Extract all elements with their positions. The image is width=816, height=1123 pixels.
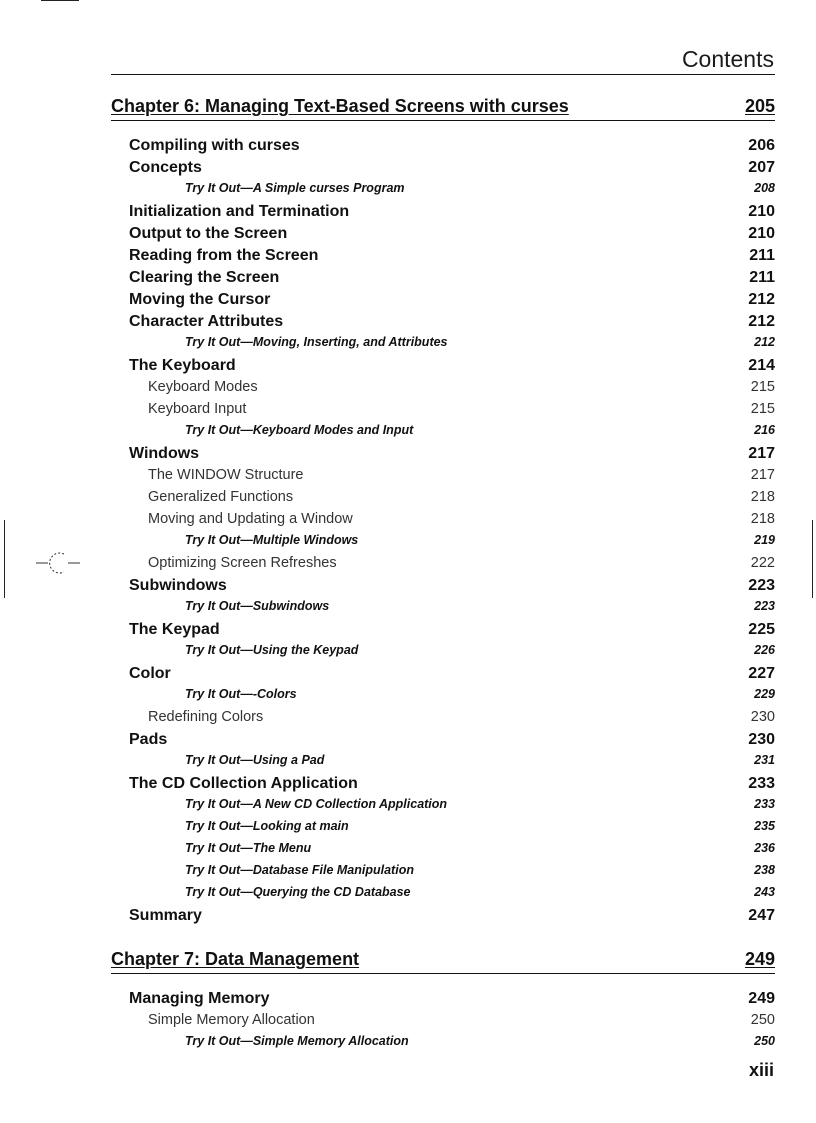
toc-entry-title: Keyboard Input	[148, 401, 247, 417]
toc-entry-page: 233	[748, 775, 775, 792]
page-number: xiii	[748, 1060, 774, 1080]
toc-entry[interactable]	[111, 1012, 775, 1034]
toc-entry-page: 210	[748, 203, 775, 220]
toc-entry-title: Subwindows	[129, 577, 227, 594]
toc-entry-title: Try It Out—Simple Memory Allocation	[185, 1034, 409, 1048]
toc-entry[interactable]	[111, 841, 775, 863]
toc-entry-page: 223	[754, 599, 775, 613]
toc-entry[interactable]	[111, 511, 775, 533]
toc-entry-page: 212	[748, 291, 775, 308]
toc-entry-page: 217	[748, 445, 775, 462]
toc-entry-page: 216	[754, 423, 775, 437]
toc-entry[interactable]	[111, 291, 775, 313]
toc-entry-page: 229	[754, 687, 775, 701]
toc-entry-title: Try It Out—Using the Keypad	[185, 643, 359, 657]
toc-entry-title: Try It Out—The Menu	[185, 841, 312, 855]
toc-entry-title: Windows	[129, 445, 200, 462]
toc-entry[interactable]	[111, 990, 775, 1012]
toc-entry[interactable]	[111, 247, 775, 269]
toc-entry[interactable]	[111, 643, 775, 665]
toc-entry-page: 211	[749, 247, 775, 264]
toc-entry-page: 230	[750, 709, 775, 725]
toc-entry[interactable]	[111, 137, 775, 159]
toc-entry-title: Moving the Cursor	[129, 291, 271, 308]
chapter-title: Chapter 7: Data Management	[111, 949, 360, 969]
toc-entry-page: 210	[748, 225, 775, 242]
toc-entry-title: The CD Collection Application	[129, 775, 358, 792]
chapter-page: 205	[744, 96, 775, 116]
registration-mark-icon	[36, 548, 80, 578]
toc-entry-title: Simple Memory Allocation	[148, 1012, 315, 1028]
toc-entry-title: Keyboard Modes	[148, 379, 258, 395]
page-header-title: Contents	[681, 46, 774, 72]
toc-entry-page: 212	[748, 313, 775, 330]
toc-entry-page: 211	[749, 269, 775, 286]
toc-entry-title: Try It Out—Querying the CD Database	[185, 885, 411, 899]
toc-entry-page: 206	[748, 137, 775, 154]
toc-entry-title: Pads	[129, 731, 168, 748]
toc-entry-title: Try It Out—-Colors	[185, 687, 297, 701]
chapter-6-entries	[111, 137, 775, 929]
toc-entry[interactable]	[111, 423, 775, 445]
toc-entry[interactable]	[111, 555, 775, 577]
crop-mark-left	[4, 520, 5, 598]
toc-entry-page: 227	[748, 665, 775, 682]
toc-entry-title: Try It Out—Using a Pad	[185, 753, 325, 767]
toc-entry[interactable]	[111, 489, 775, 511]
toc-entry-page: 235	[754, 819, 775, 833]
toc-entry[interactable]	[111, 819, 775, 841]
toc-entry[interactable]	[111, 621, 775, 643]
toc-entry[interactable]	[111, 269, 775, 291]
toc-entry-page: 225	[748, 621, 775, 638]
toc-entry-title: Try It Out—Subwindows	[185, 599, 330, 613]
toc-entry-page: 238	[754, 863, 775, 877]
toc-entry-page: 223	[748, 577, 775, 594]
toc-entry-page: 208	[754, 181, 775, 195]
toc-entry[interactable]	[111, 885, 775, 907]
toc-entry-page: 247	[748, 907, 775, 924]
toc-entry-title: Clearing the Screen	[129, 269, 280, 286]
toc-entry-title: The Keyboard	[129, 357, 236, 374]
toc-entry[interactable]	[111, 753, 775, 775]
table-of-contents	[111, 96, 775, 1056]
toc-entry-title: Try It Out—A Simple curses Program	[185, 181, 405, 195]
toc-entry[interactable]	[111, 445, 775, 467]
toc-entry-page: 214	[748, 357, 775, 374]
toc-entry[interactable]	[111, 863, 775, 885]
toc-entry[interactable]	[111, 709, 775, 731]
toc-entry[interactable]	[111, 775, 775, 797]
toc-entry-page: 218	[750, 511, 775, 527]
toc-entry[interactable]	[111, 203, 775, 225]
toc-entry-page: 217	[750, 467, 775, 483]
toc-entry[interactable]	[111, 357, 775, 379]
toc-entry-title: Try It Out—A New CD Collection Application	[185, 797, 448, 811]
toc-entry-title: Try It Out—Keyboard Modes and Input	[185, 423, 414, 437]
chapter-7-entries	[111, 990, 775, 1056]
toc-entry[interactable]	[111, 1034, 775, 1056]
toc-entry-page: 233	[754, 797, 775, 811]
toc-entry[interactable]	[111, 401, 775, 423]
toc-entry[interactable]	[111, 335, 775, 357]
toc-entry-page: 226	[754, 643, 775, 657]
toc-entry-title: The Keypad	[129, 621, 220, 638]
chapter-page: 249	[744, 949, 775, 969]
toc-entry[interactable]	[111, 797, 775, 819]
toc-entry-page: 212	[754, 335, 775, 349]
toc-entry-page: 215	[750, 401, 775, 417]
toc-entry-page: 236	[754, 841, 775, 855]
toc-entry-title: Compiling with curses	[129, 137, 300, 154]
toc-entry-page: 243	[754, 885, 775, 899]
toc-entry-title: The WINDOW Structure	[148, 467, 304, 483]
chapter-title: Chapter 6: Managing Text-Based Screens with curses	[111, 96, 569, 116]
toc-entry-page: 219	[754, 533, 775, 547]
toc-entry[interactable]	[111, 379, 775, 401]
toc-entry[interactable]	[111, 665, 775, 687]
chapter-heading[interactable]	[111, 96, 775, 121]
toc-entry[interactable]	[111, 313, 775, 335]
toc-entry-title: Color	[129, 665, 171, 682]
toc-entry-title: Output to the Screen	[129, 225, 288, 242]
toc-entry-page: 218	[750, 489, 775, 505]
toc-entry-page: 230	[748, 731, 775, 748]
toc-entry-page: 222	[750, 555, 775, 571]
toc-entry-title: Initialization and Termination	[129, 203, 350, 220]
toc-entry-page: 215	[750, 379, 775, 395]
toc-entry[interactable]	[111, 181, 775, 203]
toc-entry-title: Try It Out—Database File Manipulation	[185, 863, 414, 877]
toc-entry-page: 249	[748, 990, 775, 1007]
crop-mark-right	[812, 520, 813, 598]
toc-entry-title: Concepts	[129, 159, 202, 176]
toc-entry-title: Reading from the Screen	[129, 247, 319, 264]
toc-entry-page: 250	[754, 1034, 775, 1048]
toc-entry-title: Managing Memory	[129, 990, 270, 1007]
toc-entry-page: 207	[748, 159, 775, 176]
toc-entry[interactable]	[111, 731, 775, 753]
toc-entry[interactable]	[111, 533, 775, 555]
toc-entry[interactable]	[111, 599, 775, 621]
toc-entry-title: Try It Out—Multiple Windows	[185, 533, 359, 547]
toc-entry-title: Optimizing Screen Refreshes	[148, 555, 337, 571]
toc-entry-title: Moving and Updating a Window	[148, 511, 353, 527]
toc-entry-title: Character Attributes	[129, 313, 284, 330]
toc-entry-page: 250	[750, 1012, 775, 1028]
toc-entry[interactable]	[111, 577, 775, 599]
toc-entry-title: Generalized Functions	[148, 489, 294, 505]
toc-entry-page: 231	[754, 753, 775, 767]
toc-entry[interactable]	[111, 687, 775, 709]
toc-entry[interactable]	[111, 467, 775, 489]
toc-entry-title: Summary	[129, 907, 202, 924]
crop-mark-top	[41, 0, 79, 1]
toc-entry-title: Redefining Colors	[148, 709, 264, 725]
toc-entry[interactable]	[111, 225, 775, 247]
header-rule	[111, 74, 775, 75]
toc-entry[interactable]	[111, 907, 775, 929]
toc-entry-title: Try It Out—Looking at main	[185, 819, 349, 833]
toc-entry[interactable]	[111, 159, 775, 181]
toc-entry-title: Try It Out—Moving, Inserting, and Attributes	[185, 335, 448, 349]
chapter-heading[interactable]	[111, 949, 775, 974]
